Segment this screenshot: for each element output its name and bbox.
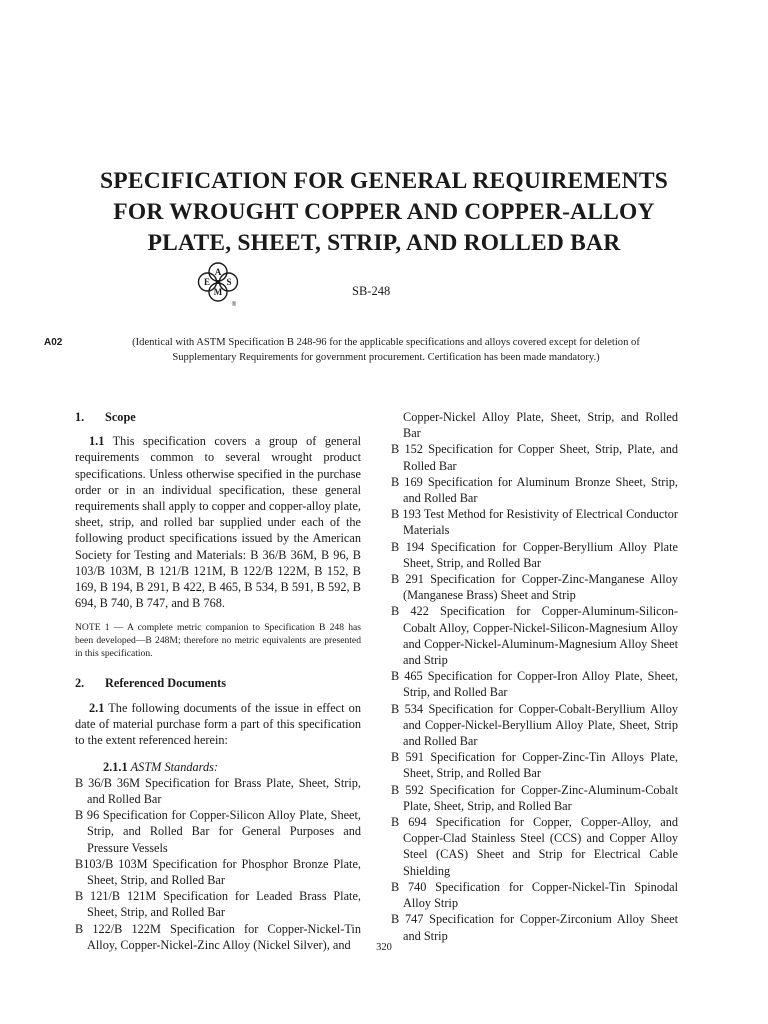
section-number: 1. [75, 410, 85, 424]
reference-item: B 194 Specification for Copper-Beryllium Alloy Plate Sheet, Strip, and Rolled Bar [391, 539, 678, 570]
paragraph-number: 2.1 [89, 701, 105, 716]
reference-item: B 96 Specification for Copper-Silicon Alloy Plate, Sheet, Strip, and Rolled Bar for General Purposes and Pressure Vessels [75, 808, 361, 855]
reference-item: B 121/B 121M Specification for Leaded Brass Plate, Sheet, Strip, and Rolled Bar [75, 889, 361, 920]
subsection-number: 2.1.1 [103, 759, 128, 774]
revision-margin-tag: A02 [44, 337, 63, 348]
section-number: 2. [75, 675, 85, 690]
reference-item: B 122/B 122M Specification for Copper-Nickel-Tin Alloy, Copper-Nickel-Zinc Alloy (Nickel Silver), and [75, 921, 361, 952]
title-line: SPECIFICATION FOR GENERAL REQUIREMENTS [100, 168, 668, 194]
reference-item: B 740 Specification for Copper-Nickel-Tin Spinodal Alloy Strip [391, 879, 678, 911]
title-line: PLATE, SHEET, STRIP, AND ROLLED BAR [147, 230, 621, 256]
paragraph-text: The following documents of the issue in effect on date of material purchase form a part of this specification to the extent referenced herein: [75, 701, 361, 748]
section-heading-referenced-documents [75, 675, 361, 691]
registered-mark: ® [231, 302, 237, 308]
paragraph-number: 1.1 [89, 434, 105, 449]
identical-note-line: (Identical with ASTM Specification B 248-96 for the applicable specifications and alloys covered except for deletion of [132, 337, 640, 348]
paragraph-text: This specification covers a group of general requirements common to several wrought product specifications. Unless otherwise specified in the purchase order or in an individual specification, these general requirements shall apply to copper and copper-alloy plate, sheet, strip, and rolled bar supplied under each of the following product specifications issued by the American Society for Testing and Materials: B 36/B 36M, B 96, B 103/B 103M, B 121/B 121M, B 122/B 122M, B 152, B 169, B 194, B 291, B 422, B 465, B 534, B 591, B 592, B 694, B 740, B 747, and B 768. [75, 434, 361, 611]
identical-note [96, 335, 676, 365]
section-title: Referenced Documents [105, 675, 226, 690]
reference-item: B 193 Test Method for Resistivity of Electrical Conductor Materials [391, 507, 678, 538]
reference-item: B 291 Specification for Copper-Zinc-Manganese Alloy (Manganese Brass) Sheet and Strip [391, 572, 678, 603]
astm-standards-subheading [75, 759, 361, 775]
identical-note-line: Supplementary Requirements for government procurement. Certification has been made mandatory.) [172, 352, 600, 363]
reference-item-continuation: Copper-Nickel Alloy Plate, Sheet, Strip, and Rolled Bar [403, 410, 678, 441]
reference-item: B 592 Specification for Copper-Zinc-Aluminum-Cobalt Plate, Sheet, Strip, and Rolled Bar [391, 782, 678, 813]
reference-item: B 465 Specification for Copper-Iron Alloy Plate, Sheet, Strip, and Rolled Bar [391, 669, 678, 700]
scope-paragraph [75, 433, 361, 611]
reference-item: B 694 Specification for Copper, Copper-Alloy, and Copper-Clad Stainless Steel (CCS) and Copper Alloy Steel (CAS) Sheet and Strip for Electrical Cable Shielding [391, 815, 678, 878]
left-column [75, 409, 361, 953]
reference-item: B 169 Specification for Aluminum Bronze Sheet, Strip, and Rolled Bar [391, 474, 678, 506]
title-line: FOR WROUGHT COPPER AND COPPER-ALLOY [113, 199, 655, 225]
logo-letter-right: S [226, 277, 232, 287]
metric-note: NOTE 1 — A complete metric companion to Specification B 248 has been developed—B 248M; therefore no metric equivalents are presented in this specification. [75, 622, 361, 660]
right-column [391, 409, 678, 944]
document-title [60, 166, 708, 259]
subsection-title: ASTM Standards: [130, 759, 219, 774]
asme-logo-icon [197, 262, 239, 308]
section-heading-scope [75, 409, 361, 425]
logo-letter-left: E [203, 277, 211, 287]
reference-item: B 534 Specification for Copper-Cobalt-Beryllium Alloy and Copper-Nickel-Beryllium Alloy Plate, Sheet, Strip and Rolled Bar [391, 701, 678, 749]
section-title: Scope [105, 410, 136, 424]
reference-item: B 422 Specification for Copper-Aluminum-Silicon-Cobalt Alloy, Copper-Nickel-Silicon-Magnesium Alloy and Copper-Nickel-Aluminum-Magnesium Alloy Sheet and Strip [391, 604, 678, 668]
logo-letter-bottom: M [213, 287, 223, 297]
reference-item: B 152 Specification for Copper Sheet, Strip, Plate, and Rolled Bar [391, 442, 678, 473]
reference-item: B 36/B 36M Specification for Brass Plate, Sheet, Strip, and Rolled Bar [75, 775, 361, 807]
referenced-documents-paragraph [75, 700, 361, 749]
page-number: 320 [376, 942, 392, 953]
logo-letter-top: A [214, 267, 222, 277]
reference-item: B 747 Specification for Copper-Zirconium Alloy Sheet and Strip [391, 912, 678, 943]
spec-code: SB-248 [352, 284, 391, 298]
reference-item: B103/B 103M Specification for Phosphor Bronze Plate, Sheet, Strip, and Rolled Bar [75, 856, 361, 888]
reference-item: B 591 Specification for Copper-Zinc-Tin Alloys Plate, Sheet, Strip, and Rolled Bar [391, 750, 678, 781]
